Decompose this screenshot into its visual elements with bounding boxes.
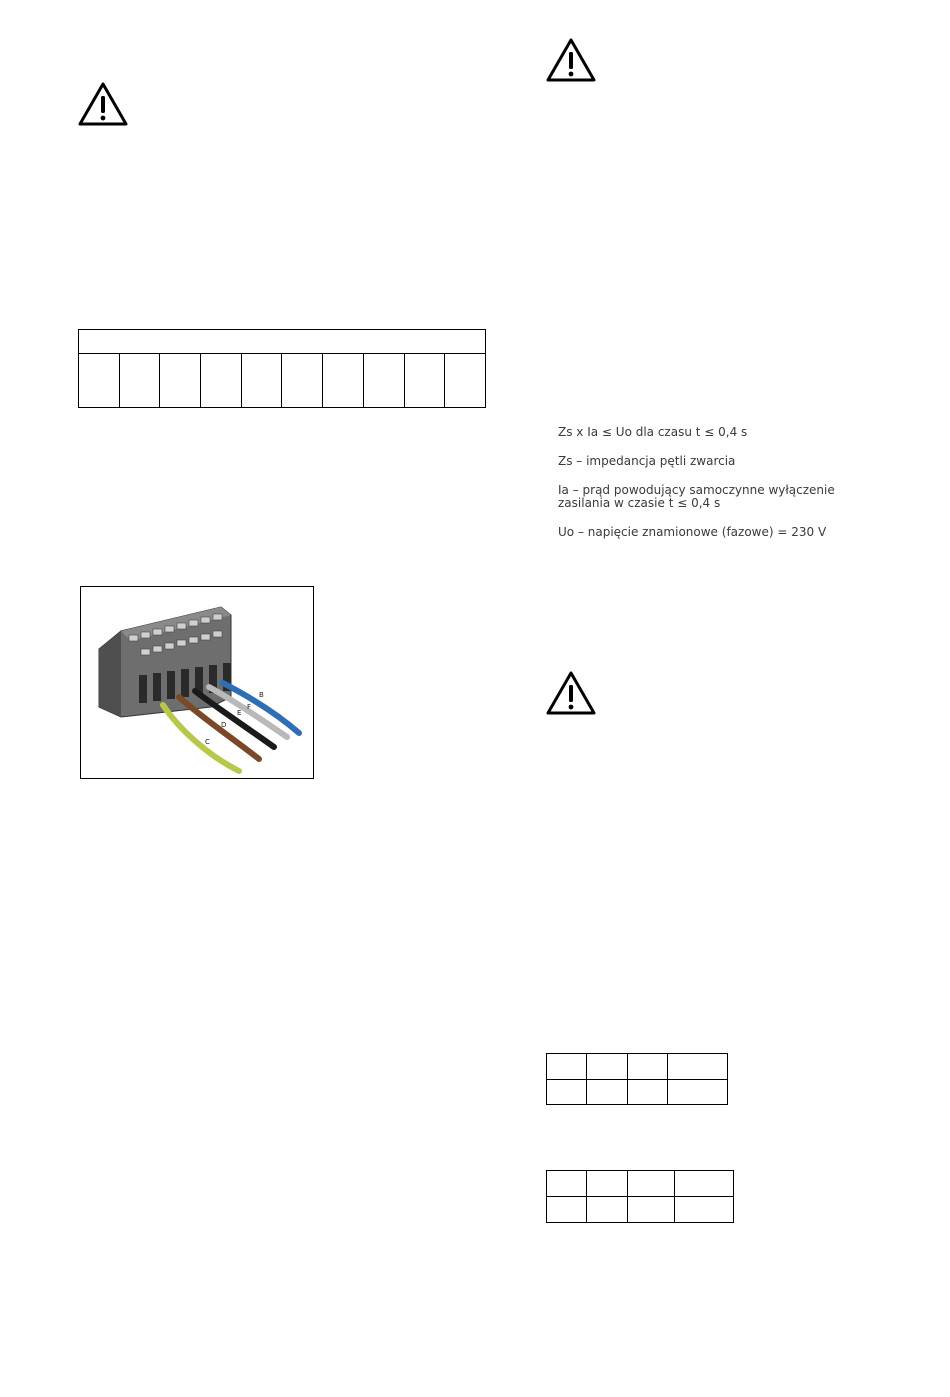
table-cell [363, 354, 404, 408]
small-table-2 [546, 1170, 734, 1223]
terminal-block-illustration [81, 587, 313, 778]
table-cell [628, 1079, 668, 1105]
table-cell [547, 1197, 587, 1223]
table-cell [79, 354, 120, 408]
wire-label-f: F [247, 703, 252, 711]
wire-label-e: E [237, 709, 242, 717]
table-cell [404, 354, 445, 408]
formula-block [558, 426, 858, 555]
table-cell [547, 1171, 587, 1197]
terminal-block-figure [80, 586, 314, 779]
table-cell [628, 1054, 668, 1080]
wire-label-d: D [221, 721, 227, 729]
table-cell [668, 1079, 728, 1105]
formula-definition-zs: Zs – impedancja pętli zwarcia [558, 454, 736, 468]
table-cell [587, 1079, 628, 1105]
table-cell [675, 1171, 734, 1197]
warning-icon [545, 670, 597, 716]
table-cell [241, 354, 282, 408]
table-cell [675, 1197, 734, 1223]
formula-line: Zs x Ia ≤ Uo dla czasu t ≤ 0,4 s [558, 425, 748, 439]
table-cell [587, 1171, 628, 1197]
small-table-1 [546, 1053, 728, 1105]
table-cell [547, 1054, 587, 1080]
table-cell [445, 354, 486, 408]
warning-icon [545, 37, 597, 83]
wire-label-c: C [205, 738, 210, 746]
formula-definition-uo: Uo – napięcie znamionowe (fazowe) = 230 V [558, 525, 827, 539]
formula-definition-ia: Ia – prąd powodujący samoczynne wyłączenie [558, 483, 835, 497]
terminal-table [78, 329, 486, 408]
table-cell [628, 1197, 675, 1223]
table-cell [282, 354, 323, 408]
table-cell [628, 1171, 675, 1197]
table-cell [119, 354, 160, 408]
table-cell [323, 354, 364, 408]
table-header-cell [79, 330, 486, 354]
table-cell [587, 1054, 628, 1080]
formula-definition-ia-cont: zasilania w czasie t ≤ 0,4 s [558, 496, 721, 510]
wire-label-b: B [259, 691, 264, 699]
table-cell [201, 354, 242, 408]
table-cell [547, 1079, 587, 1105]
table-cell [668, 1054, 728, 1080]
table-cell [587, 1197, 628, 1223]
table-cell [160, 354, 201, 408]
warning-icon [77, 81, 129, 127]
